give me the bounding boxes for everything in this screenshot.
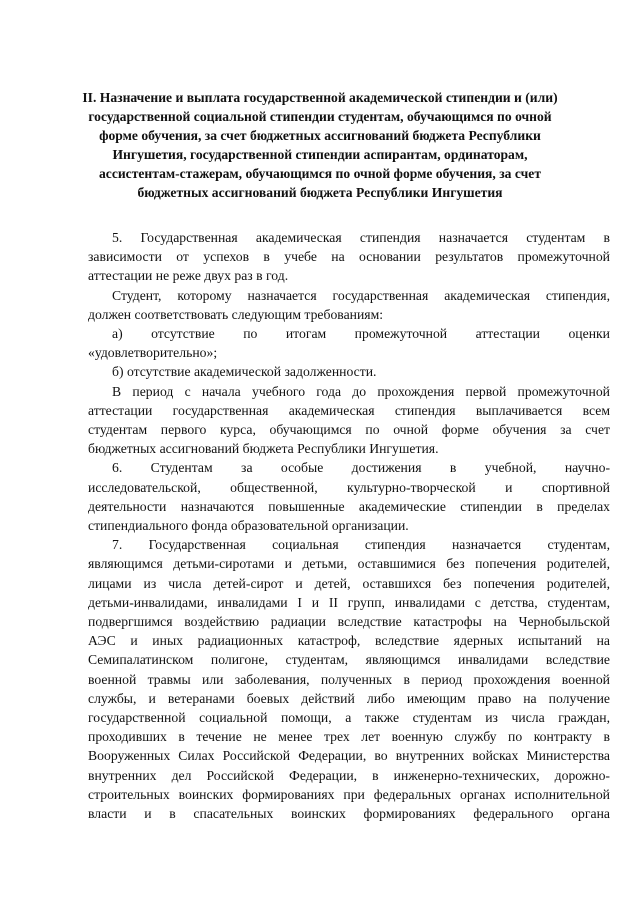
- text-line: 6. Студентам за особые достижения в учебной, научно-: [112, 460, 610, 476]
- title-line: II. Назначение и выплата государственной академической стипендии и (или): [82, 90, 558, 105]
- text-line: 5. Государственная академическая стипендия назначается студентам в: [112, 230, 610, 245]
- section-title: [60, 88, 580, 202]
- title-line: бюджетных ассигнований бюджета Республики Ингушетия: [137, 185, 503, 200]
- text-line: лицами из числа детей-сирот и детей, оставшихся без попечения родителей,: [88, 575, 610, 591]
- text-line: студентам первого курса, обучающимся по очной форме обучения за счет: [88, 422, 610, 438]
- paragraph-first-year: [88, 382, 610, 459]
- text-line: военной травмы или заболевания, полученных в период прохождения военной: [88, 671, 610, 687]
- text-line: аттестации не реже двух раз в год.: [88, 268, 289, 284]
- text-line: подвергшимся воздействию радиации вследствие катастрофы на Чернобыльской: [88, 614, 610, 630]
- text-line: 7. Государственная социальная стипендия назначается студентам,: [112, 537, 610, 553]
- title-line: государственной социальной стипендии студентам, обучающимся по очной: [88, 109, 552, 124]
- paragraph-item-6: [88, 458, 610, 535]
- paragraph-item-7: [88, 535, 610, 823]
- text-line: АЭС и иных радиационных катастроф, вследствие ядерных испытаний на: [88, 633, 610, 649]
- document-body: [88, 228, 610, 823]
- text-line: службы, и ветеранами боевых действий либо имеющим право на получение: [88, 690, 610, 706]
- title-line: ассистентам-стажерам, обучающимся по очной форме обучения, за счет: [98, 166, 541, 181]
- text-line: «удовлетворительно»;: [88, 345, 218, 361]
- text-line: аттестации государственная академическая стипендия выплачивается всем: [88, 402, 610, 418]
- text-line: являющимся детьми-сиротами и детьми, оставшимися без попечения родителей,: [88, 556, 610, 572]
- title-line: Ингушетия, государственной стипендии аспирантам, ординаторам,: [112, 147, 528, 162]
- paragraph-requirements: [88, 286, 610, 324]
- text-line: строительных воинских формированиях при федеральных органах исполнительной: [88, 786, 610, 802]
- text-line: В период с начала учебного года до прохождения первой промежуточной: [112, 383, 610, 399]
- text-line: деятельности назначаются повышенные академические стипендии в пределах: [88, 498, 610, 514]
- text-line: проходивших в течение не менее трех лет военную службу по контракту в: [88, 729, 610, 745]
- text-line: государственной социальной помощи, а также студентам из числа граждан,: [88, 710, 610, 726]
- text-line: Семипалатинском полигоне, студентам, являющимся инвалидами вследствие: [88, 652, 610, 668]
- text-line: детьми-инвалидами, инвалидами I и II групп, инвалидами с детства, студентам,: [88, 594, 610, 610]
- text-line: а) отсутствие по итогам промежуточной аттестации оценки: [112, 326, 610, 342]
- title-line: форме обучения, за счет бюджетных ассигнований бюджета Республики: [99, 128, 541, 143]
- text-line: должен соответствовать следующим требованиям:: [88, 306, 384, 322]
- text-line: б) отсутствие академической задолженности.: [112, 364, 377, 380]
- text-line: Вооруженных Силах Российской Федерации, во внутренних войсках Министерства: [88, 748, 610, 764]
- text-line: исследовательской, общественной, культурно-творческой и спортивной: [88, 479, 610, 495]
- text-line: внутренних дел Российской Федерации, в инженерно-технических, дорожно-: [88, 767, 610, 783]
- text-line: Студент, которому назначается государственная академическая стипендия,: [112, 287, 610, 303]
- text-line: зависимости от успехов в учебе на основании результатов промежуточной: [88, 249, 610, 265]
- text-line: стипендиального фонда образовательной организации.: [88, 518, 409, 534]
- text-line: бюджетных ассигнований бюджета Республики Ингушетия.: [88, 441, 439, 457]
- paragraph-requirement-a: [88, 324, 610, 362]
- paragraph-item-5: [88, 228, 610, 286]
- text-line: власти и в спасательных воинских формированиях федерального органа: [88, 806, 610, 822]
- paragraph-requirement-b: [88, 362, 610, 381]
